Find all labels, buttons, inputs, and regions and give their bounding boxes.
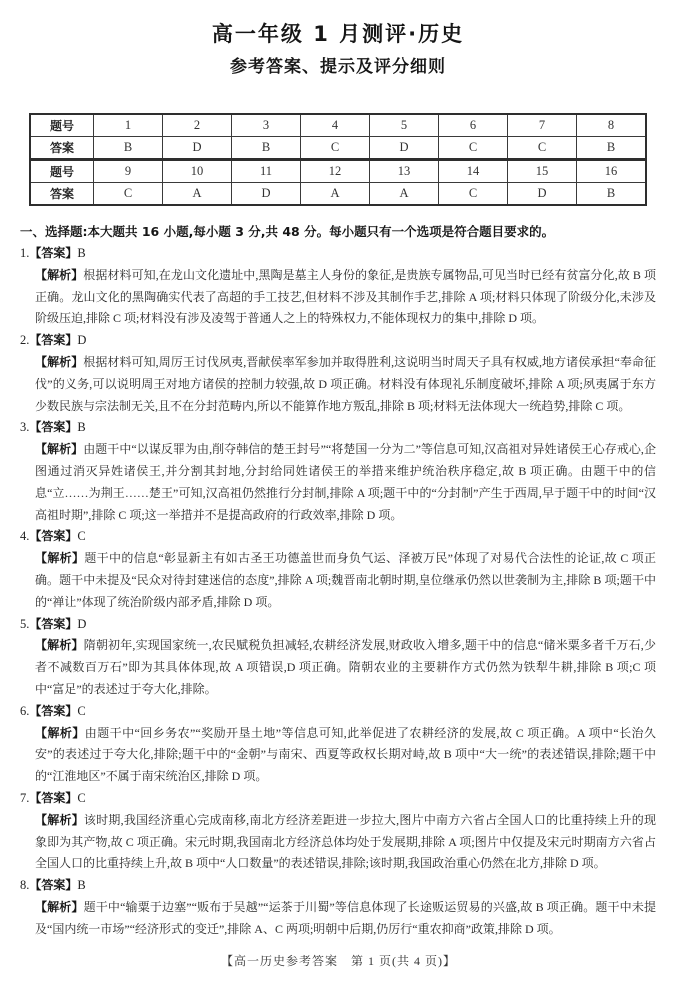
question-number: 3. xyxy=(20,420,30,435)
analysis-label: 【解析】 xyxy=(35,725,85,740)
question-number-cell: 9 xyxy=(94,160,163,183)
analysis-label: 【解析】 xyxy=(35,638,84,653)
analysis-text: 该时期,我国经济重心完成南移,南北方经济差距进一步拉大,图片中南方六省占全国人口的比重持续上升的现象即为其产物,故 C 项正确。宋元时期,我国南北方经济总体均处于发展期,排除 A 项;图片中仅提及宋元时期南方六省占全国人口的比重持续上升,故 B 项中“人口数量”的表述错误,排除;该时期,我国政治重心仍然在北方,排除 D 项。 xyxy=(35,812,656,871)
answer-label: 【答案】 xyxy=(29,703,78,718)
answer-line xyxy=(20,526,656,548)
answer-cell: A xyxy=(163,183,232,206)
answer-cell: D xyxy=(508,183,577,206)
answer-letter: C xyxy=(77,529,86,544)
answer-cell: C xyxy=(508,137,577,160)
row-label: 答案 xyxy=(30,137,94,160)
question-item xyxy=(20,614,656,701)
answer-line xyxy=(20,701,656,723)
answer-line xyxy=(20,417,656,439)
section-heading: 一、选择题:本大题共 16 小题,每小题 3 分,共 48 分。每小题只有一个选项是符合题目要求的。 xyxy=(20,224,555,239)
table-row xyxy=(30,160,646,183)
answer-cell: B xyxy=(232,137,301,160)
answer-letter: D xyxy=(77,333,87,348)
question-number-cell: 10 xyxy=(163,160,232,183)
question-item xyxy=(20,417,656,526)
row-label: 答案 xyxy=(30,183,94,206)
page-subtitle: 参考答案、提示及评分细则 xyxy=(230,57,446,77)
question-number-cell: 4 xyxy=(301,114,370,137)
question-number: 8. xyxy=(20,878,30,893)
row-label: 题号 xyxy=(30,114,94,137)
answer-cell: B xyxy=(577,183,647,206)
answer-line xyxy=(20,875,656,897)
answer-cell: A xyxy=(370,183,439,206)
question-item xyxy=(20,875,656,940)
answer-cell: C xyxy=(94,183,163,206)
page-footer: 【高一历史参考答案 第 1 页(共 4 页)】 xyxy=(221,954,456,968)
answer-cell: C xyxy=(439,183,508,206)
question-item xyxy=(20,330,656,417)
analysis-label: 【解析】 xyxy=(35,551,85,566)
answer-cell: A xyxy=(301,183,370,206)
question-number: 4. xyxy=(20,529,30,544)
question-number: 1. xyxy=(20,246,30,260)
analysis-label: 【解析】 xyxy=(35,812,84,827)
analysis-paragraph xyxy=(35,810,656,875)
question-number-cell: 13 xyxy=(370,160,439,183)
analysis-paragraph xyxy=(35,548,656,613)
question-number-cell: 15 xyxy=(508,160,577,183)
answer-cell: D xyxy=(370,137,439,160)
analysis-paragraph xyxy=(35,635,656,700)
answer-table xyxy=(29,113,647,206)
analysis-paragraph xyxy=(35,439,656,526)
question-item xyxy=(20,243,656,330)
answer-label: 【答案】 xyxy=(29,420,78,435)
question-number-cell: 11 xyxy=(232,160,301,183)
answer-line xyxy=(20,330,656,352)
analysis-text: 由题干中“回乡务农”“奖励开垦土地”等信息可知,此举促进了农耕经济的发展,故 C 项正确。A 项中“长治久安”的表述过于夸大化,排除;题干中的“金朝”与南宋、西夏等政权长期对峙,故 B 项中“大一统”的表述错误,排除;题干中的“江淮地区”不属于南宋统治区,排除 D 项。 xyxy=(35,725,656,784)
answer-letter: C xyxy=(77,703,86,718)
analysis-label: 【解析】 xyxy=(35,267,84,282)
answer-label: 【答案】 xyxy=(29,529,78,544)
analysis-label: 【解析】 xyxy=(35,442,84,457)
analysis-paragraph xyxy=(35,265,656,330)
explanations-section xyxy=(20,243,656,941)
analysis-text: 根据材料可知,周厉王讨伐夙夷,晋献侯率军参加并取得胜利,这说明当时周天子具有权威,地方诸侯承担“奉命征伐”的义务,可以说明周王对地方诸侯的控制力较强,故 D 项正确。材料没有体现礼乐制度破坏,排除 A 项;夙夷属于东方少数民族与宗法制无关,且不在分封范畴内,所以不能算作地方叛乱,排除 B 项;材料无法体现大一统趋势,排除 C 项。 xyxy=(35,354,656,413)
question-number: 6. xyxy=(20,703,30,718)
question-number-cell: 5 xyxy=(370,114,439,137)
analysis-paragraph xyxy=(35,352,656,417)
answer-cell: D xyxy=(232,183,301,206)
question-number: 2. xyxy=(20,333,30,348)
answer-label: 【答案】 xyxy=(29,333,78,348)
question-number-cell: 12 xyxy=(301,160,370,183)
question-number-cell: 1 xyxy=(94,114,163,137)
analysis-text: 根据材料可知,在龙山文化遗址中,黑陶是墓主人身份的象征,是贵族专属物品,可见当时已经有贫富分化,故 B 项正确。龙山文化的黑陶确实代表了高超的手工技艺,但材料不涉及其制作手艺,排除 A 项;材料只体现了阶级分化,未涉及阶级压迫,排除 C 项;材料没有涉及凌驾于普通人之上的特殊权力,不能体现权力的集中,排除 D 项。 xyxy=(35,267,656,326)
answer-letter: C xyxy=(77,790,86,805)
question-number-cell: 6 xyxy=(439,114,508,137)
answer-cell: B xyxy=(94,137,163,160)
question-number-cell: 3 xyxy=(232,114,301,137)
answer-cell: B xyxy=(577,137,647,160)
answer-cell: C xyxy=(301,137,370,160)
analysis-text: 题干中“输粟于边塞”“贩布于吴越”“运茶于川蜀”等信息体现了长途贩运贸易的兴盛,故 B 项正确。题干中未提及“国内统一市场”“经济形式的变迁”,排除 A、C 两项;明朝中后期,仍厉行“重农抑商”政策,排除 D 项。 xyxy=(35,899,656,936)
answer-label: 【答案】 xyxy=(29,246,78,260)
question-item xyxy=(20,788,656,875)
answer-letter: B xyxy=(77,246,86,260)
analysis-text: 隋朝初年,实现国家统一,农民赋税负担减轻,农耕经济发展,财政收入增多,题干中的信息“储米粟多者千万石,少者不减数百万石”即为其具体体现,故 A 项错误,D 项正确。隋朝农业的主要耕作方式仍然为铁犁牛耕,排除 B 项;C 项中“富足”的表述过于夸大化,排除。 xyxy=(35,638,656,696)
question-number-cell: 2 xyxy=(163,114,232,137)
row-label: 题号 xyxy=(30,160,94,183)
answer-label: 【答案】 xyxy=(29,616,78,631)
question-number-cell: 8 xyxy=(577,114,647,137)
question-number-cell: 7 xyxy=(508,114,577,137)
table-row xyxy=(30,137,646,160)
answer-line xyxy=(20,243,656,265)
question-number: 5. xyxy=(20,616,30,631)
question-item xyxy=(20,701,656,788)
question-number: 7. xyxy=(20,790,30,805)
answer-cell: C xyxy=(439,137,508,160)
analysis-paragraph xyxy=(35,723,656,788)
analysis-text: 由题干中“以谋反罪为由,削夺韩信的楚王封号”“将楚国一分为二”等信息可知,汉高祖对异姓诸侯王心存戒心,企图通过消灭异姓诸侯王,并分割其封地,分封给同姓诸侯王的举措来维护统治秩序稳定,故 B 项正确。由题干中的信息“立……为荆王……楚王”可知,汉高祖仍然推行分封制,排除 A 项;题干中的“分封制”产生于西周,早于题干中的时间“汉高祖时期”,排除 C 项;这一举措并不是提高政府的行政效率,排除 D 项。 xyxy=(35,442,656,522)
question-number-cell: 14 xyxy=(439,160,508,183)
page-title: 高一年级 1 月测评·历史 xyxy=(211,22,465,46)
table-row xyxy=(30,183,646,206)
answer-label: 【答案】 xyxy=(29,878,78,893)
answer-line xyxy=(20,614,656,636)
answer-label: 【答案】 xyxy=(29,790,78,805)
question-item xyxy=(20,526,656,613)
analysis-text: 题干中的信息“彰显新主有如古圣王功德盖世而身负气运、泽被万民”体现了对易代合法性的论证,故 C 项正确。题干中未提及“民众对待封建迷信的态度”,排除 A 项;魏晋南北朝时期,皇位继承仍然以世袭制为主,排除 B 项;题干中的“禅让”体现了统治阶级内部矛盾,排除 D 项。 xyxy=(35,551,656,609)
answer-letter: B xyxy=(77,878,86,893)
answer-line xyxy=(20,788,656,810)
answer-letter: D xyxy=(77,616,87,631)
analysis-label: 【解析】 xyxy=(35,899,84,914)
table-row xyxy=(30,114,646,137)
answer-letter: B xyxy=(77,420,86,435)
analysis-paragraph xyxy=(35,897,656,941)
analysis-label: 【解析】 xyxy=(35,354,84,369)
question-number-cell: 16 xyxy=(577,160,647,183)
answer-cell: D xyxy=(163,137,232,160)
